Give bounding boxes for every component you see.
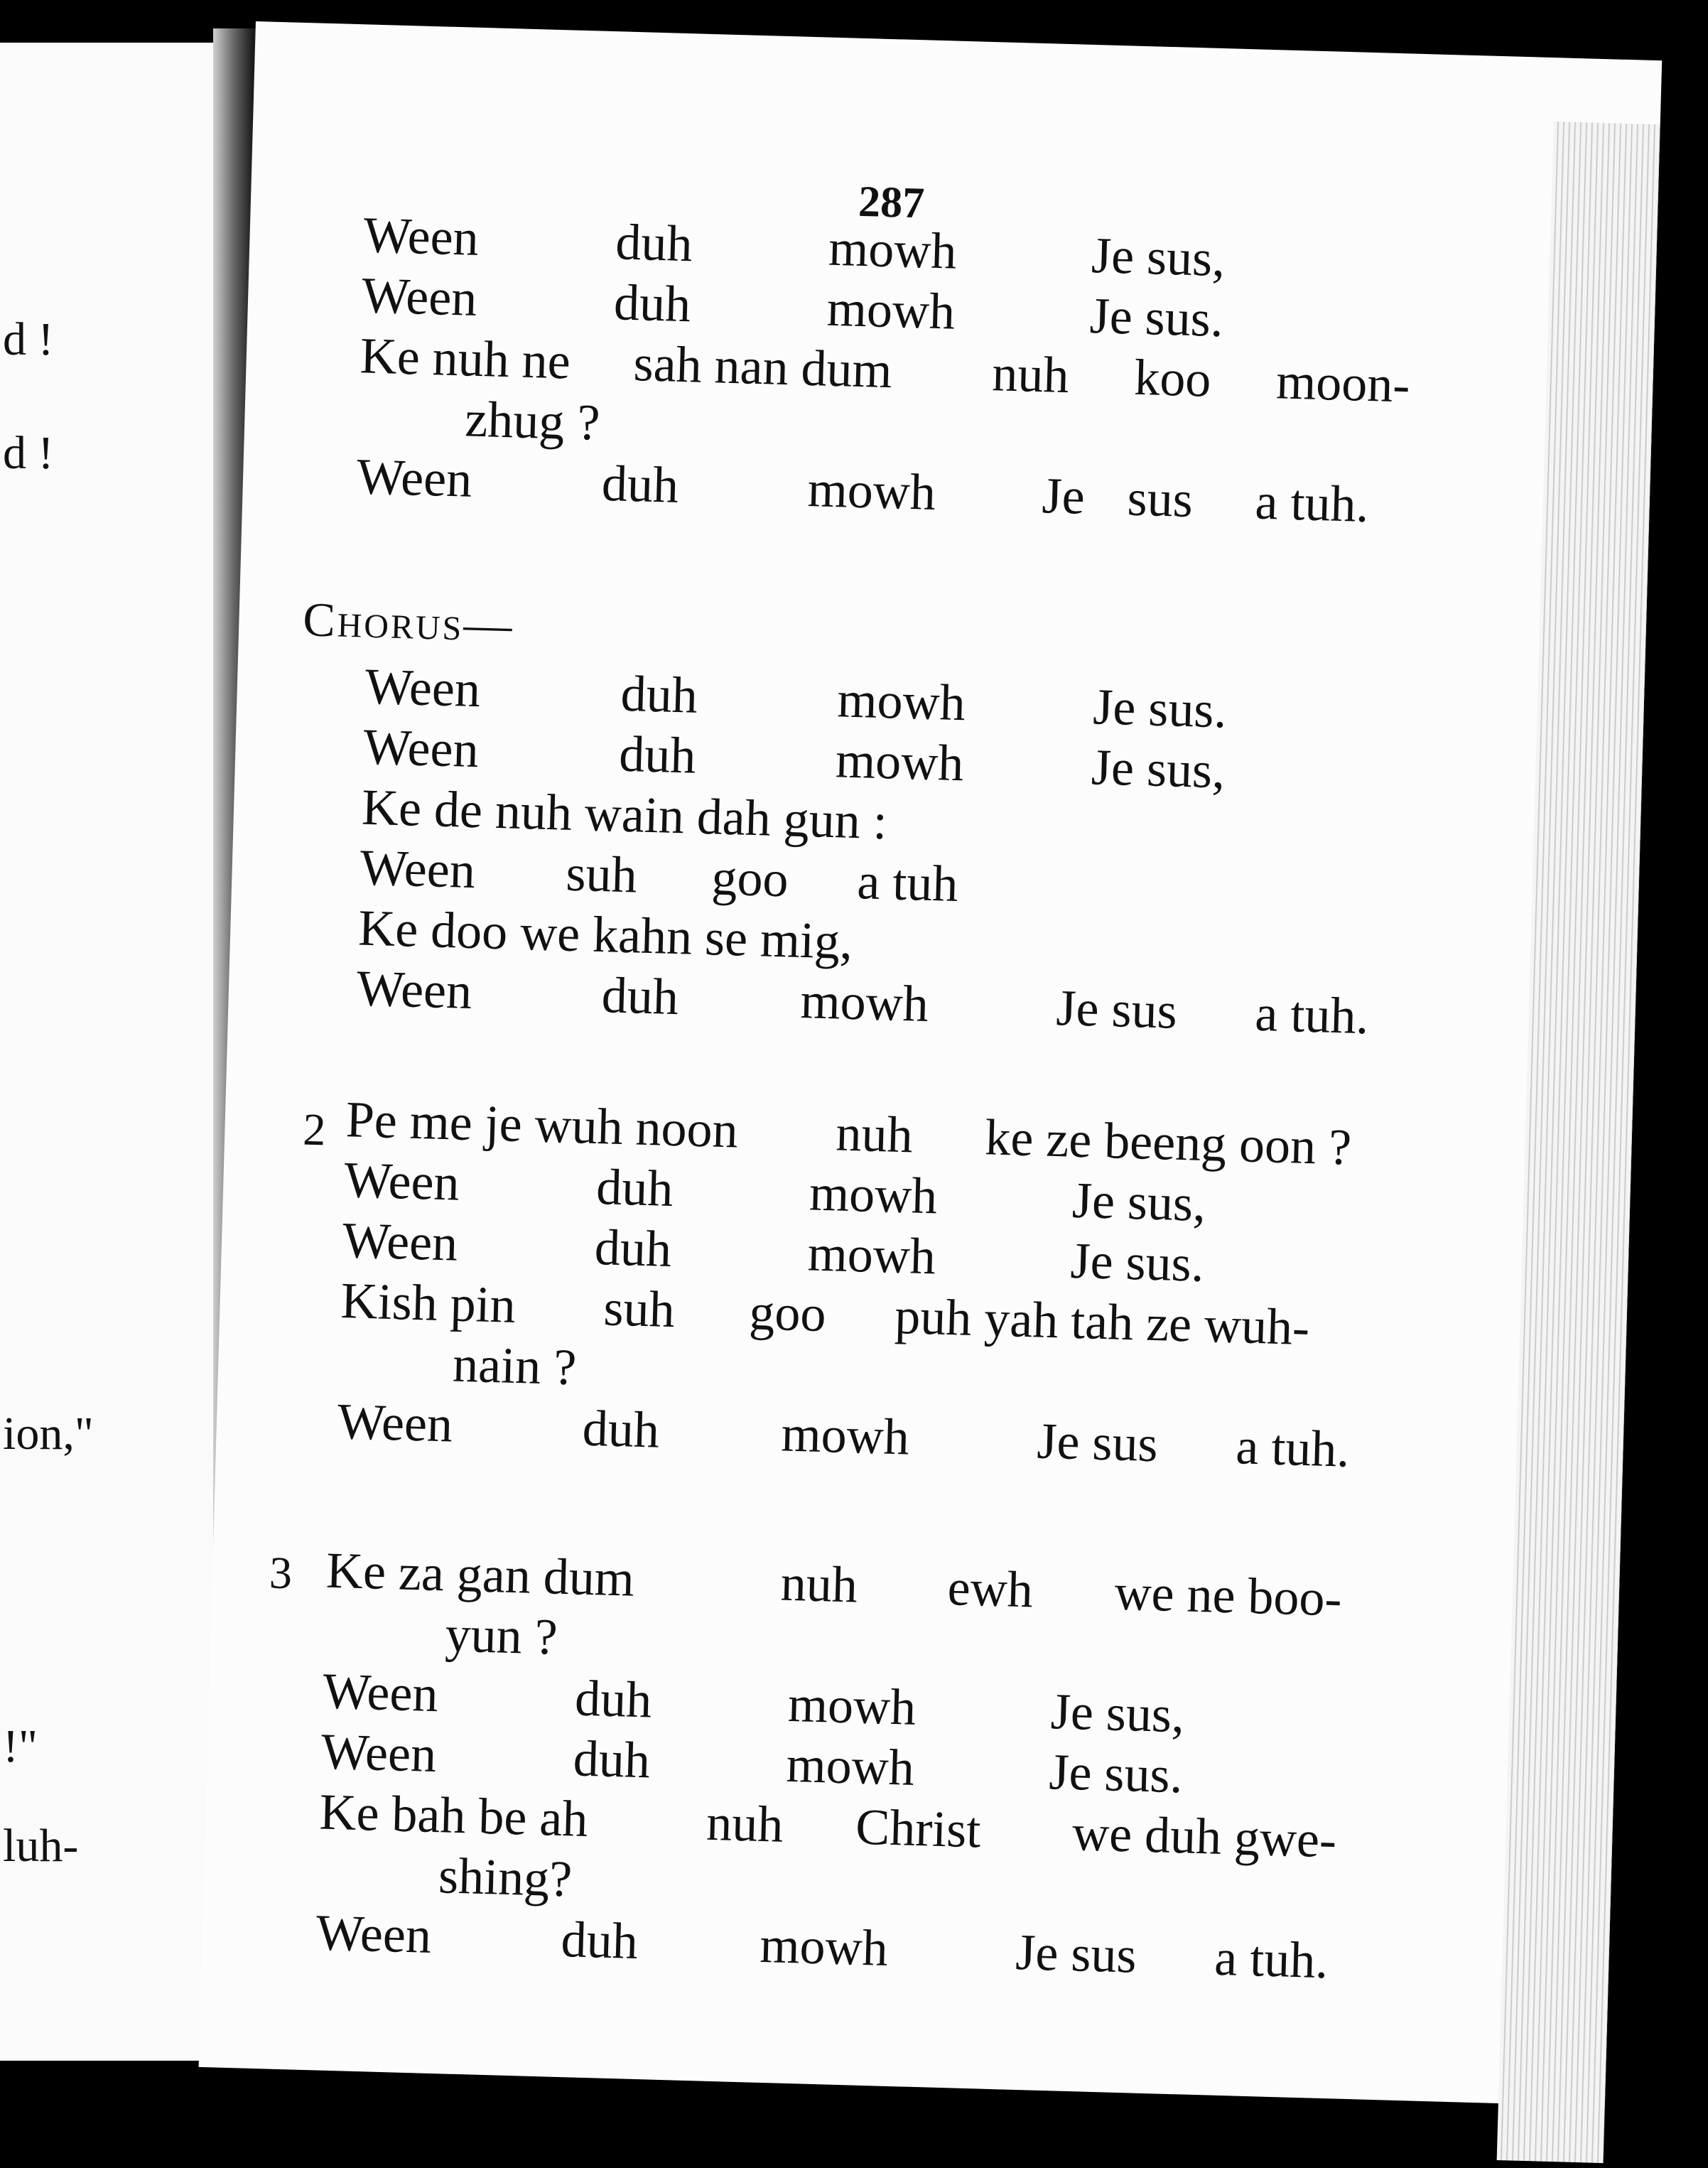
word: Ke nuh ne xyxy=(359,327,571,390)
word: Ween xyxy=(362,206,480,266)
word: Ween xyxy=(322,1662,439,1723)
word: a tuh xyxy=(856,853,959,913)
word: Kish pin xyxy=(340,1272,517,1334)
word: nuh xyxy=(991,345,1070,404)
word: Je sus xyxy=(1015,1923,1137,1984)
word: Ke za gan dum xyxy=(325,1541,635,1607)
word: mowh xyxy=(809,1164,939,1225)
word: suh xyxy=(565,844,638,904)
word: goo xyxy=(748,1283,827,1343)
word: mowh xyxy=(806,460,936,521)
word: puh yah tah ze wuh- xyxy=(894,1287,1311,1357)
word: mowh xyxy=(836,671,966,732)
word: Je sus. xyxy=(1088,286,1224,348)
word: ke ze beeng oon ? xyxy=(984,1109,1353,1176)
word: koo xyxy=(1133,348,1212,408)
chorus-heading: Chorus— xyxy=(302,592,515,652)
page-number: 287 xyxy=(858,177,926,228)
word: duh xyxy=(620,664,698,724)
word: Ween xyxy=(355,959,473,1020)
word: Ween xyxy=(364,657,482,718)
word: Ween xyxy=(361,266,478,327)
word: Je sus xyxy=(1036,1412,1159,1473)
word: Je sus. xyxy=(1092,678,1228,739)
word: duh xyxy=(593,1219,673,1278)
word: Je sus xyxy=(1055,979,1178,1040)
word: Ween xyxy=(356,448,473,508)
word: Ween xyxy=(336,1392,454,1453)
word: Ke doo we kahn se mig, xyxy=(357,899,854,970)
word: nuh xyxy=(706,1794,784,1853)
word: Je sus, xyxy=(1091,226,1226,288)
word: we duh gwe- xyxy=(1071,1804,1338,1869)
word: suh xyxy=(602,1279,676,1339)
word: mowh xyxy=(835,731,965,792)
word: a tuh. xyxy=(1254,473,1370,533)
word: mowh xyxy=(787,1675,917,1736)
word: sus xyxy=(1126,469,1194,529)
word: Ke bah be ah xyxy=(318,1783,589,1848)
word: duh xyxy=(572,1730,651,1789)
word: mowh xyxy=(828,219,958,280)
word: a tuh. xyxy=(1214,1929,1329,1990)
word: mowh xyxy=(780,1405,910,1466)
left-page-text: luh- xyxy=(3,1820,79,1872)
word: nuh xyxy=(835,1104,914,1164)
word: Christ xyxy=(855,1798,982,1859)
left-page-text: d ! xyxy=(3,313,54,365)
word: Ween xyxy=(362,718,480,779)
left-page-text: !" xyxy=(3,1720,38,1772)
word: mowh xyxy=(759,1916,889,1977)
word: Je sus, xyxy=(1091,738,1226,799)
word: goo xyxy=(710,848,789,908)
word: duh xyxy=(615,213,693,273)
word: a tuh. xyxy=(1254,984,1370,1045)
word: Je sus, xyxy=(1071,1171,1207,1232)
word: Ke de nuh wain dah gun : xyxy=(361,778,888,851)
word: nain ? xyxy=(452,1335,578,1396)
word: duh xyxy=(560,1911,639,1970)
left-page-text: d ! xyxy=(3,427,54,479)
word: mowh xyxy=(799,971,929,1032)
word: mowh xyxy=(826,279,956,340)
word: duh xyxy=(600,966,680,1026)
word: duh xyxy=(581,1399,660,1459)
word: a tuh. xyxy=(1235,1418,1351,1478)
verse-number: 2 xyxy=(302,1104,327,1155)
word: Ween xyxy=(320,1722,438,1784)
word: Pe me je wuh noon xyxy=(345,1091,739,1159)
word: shing? xyxy=(438,1847,573,1908)
left-page-fragment xyxy=(0,43,226,2061)
word: mowh xyxy=(806,1224,936,1285)
word: duh xyxy=(613,274,692,333)
word: yun ? xyxy=(444,1605,558,1666)
word: Je xyxy=(1041,467,1086,525)
word: we ne boo- xyxy=(1113,1563,1343,1627)
word: nuh xyxy=(779,1554,859,1614)
word: ewh xyxy=(946,1559,1034,1619)
word: duh xyxy=(595,1158,674,1218)
word: Ween xyxy=(359,838,476,900)
word: duh xyxy=(618,725,697,784)
book-page xyxy=(199,21,1663,2106)
word: zhug ? xyxy=(464,390,601,451)
word: mowh xyxy=(785,1735,915,1796)
word: moon- xyxy=(1275,352,1411,414)
word: duh xyxy=(600,454,680,514)
word: duh xyxy=(574,1669,653,1729)
word: sah nan dum xyxy=(632,335,893,399)
word: Ween xyxy=(343,1151,460,1212)
left-page-text: ion," xyxy=(3,1408,94,1460)
word: Ween xyxy=(315,1904,433,1964)
verse-number: 3 xyxy=(269,1547,293,1599)
word: Je sus, xyxy=(1049,1683,1186,1744)
word: Je sus. xyxy=(1048,1743,1184,1804)
word: Ween xyxy=(342,1212,459,1272)
word: Je sus. xyxy=(1069,1231,1205,1293)
